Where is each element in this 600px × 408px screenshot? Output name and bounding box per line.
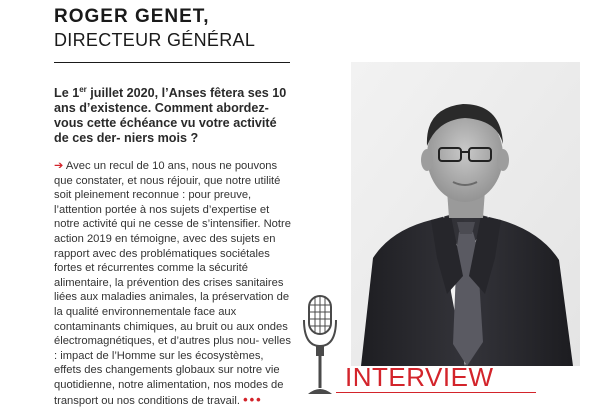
arrow-right-icon: ➔	[54, 160, 64, 172]
question-text: juillet 2020, l’Anses fêtera ses 10 ans d’existence. Comment abordez-vous cette échéance vu votre activité de ces der- niers mois ?	[54, 86, 287, 145]
question-prefix: Le 1	[54, 86, 80, 100]
question-superscript: er	[79, 84, 87, 94]
interview-question	[54, 86, 290, 146]
section-underline	[336, 392, 536, 393]
section-label: INTERVIEW	[345, 362, 494, 392]
portrait-photo	[351, 62, 580, 366]
answer-text: Avec un recul de 10 ans, nous ne pouvons que constater, et nous réjouir, que notre utilité soit pleinement reconnue : pour preuve, l’attention portée à nos sujets d’expertise et notre activité qui ne cesse de s’intensifier. Notre action 2019 en témoigne, avec des sujets en rapport avec des problématiques sociétales fortes et récurrentes comme la sécurité alimentaire, la prévention des crises sanitaires liées aux maladies animales, la préservation de la qualité environnementale face aux contaminants chimiques, au bruit ou aux ondes électromagnétiques, et d’autres plus nou- velles : impact de l’Homme sur les écosystèmes, effets des changements globaux sur notre vie quotidienne, notre alimentation, nos modes de transport ou nos conditions de travail.	[54, 160, 291, 407]
microphone-icon	[300, 290, 340, 398]
person-role: DIRECTEUR GÉNÉRAL	[54, 30, 256, 50]
continuation-dots: •••	[243, 391, 263, 407]
header-divider	[54, 62, 290, 63]
interview-answer	[54, 159, 292, 408]
person-name: ROGER GENET,	[54, 6, 210, 27]
